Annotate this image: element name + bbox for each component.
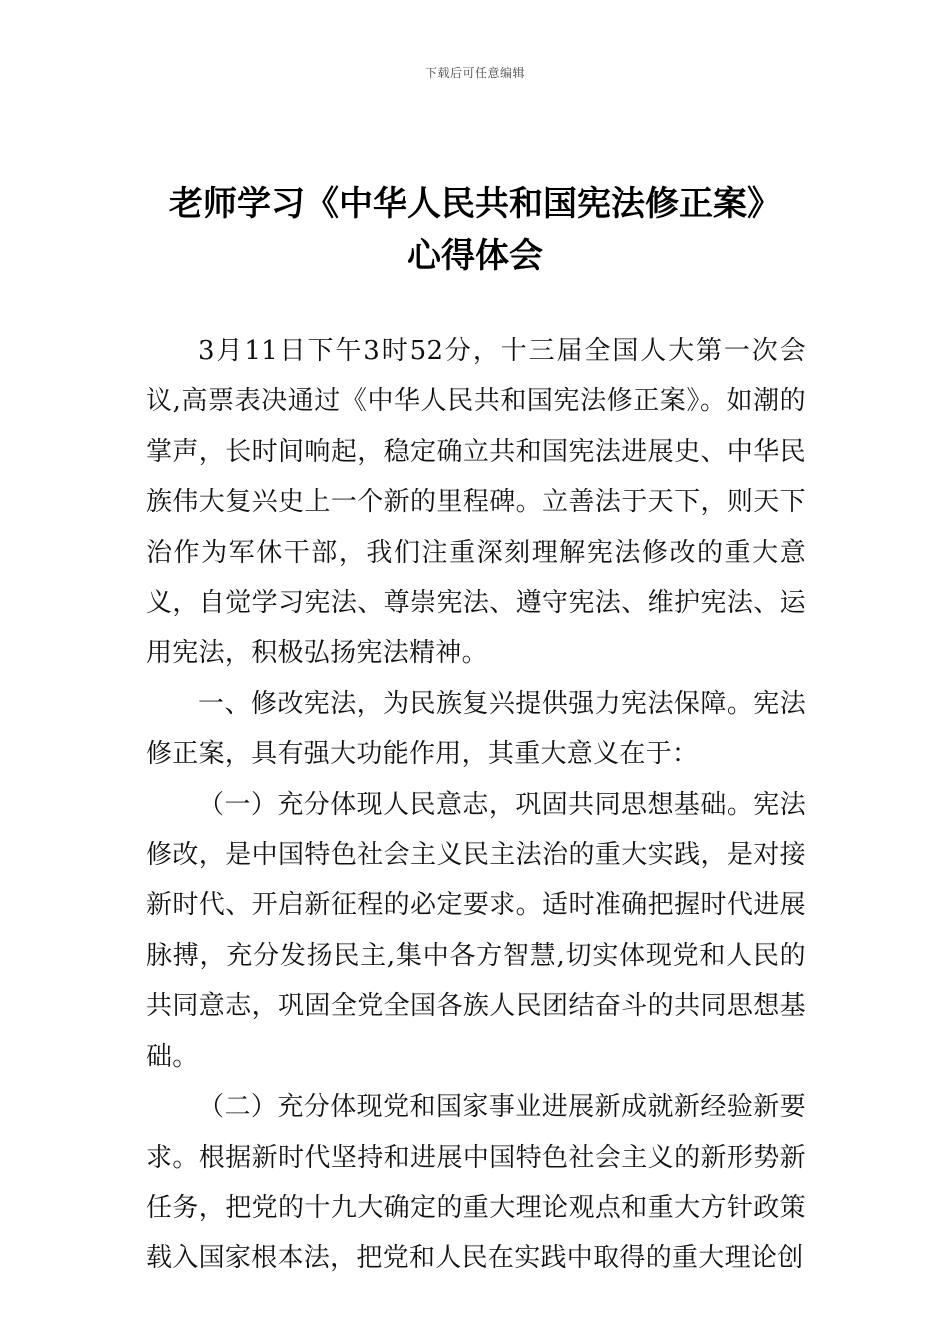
title-line-1: 老师学习《中华人民共和国宪法修正案》 (169, 184, 781, 224)
paragraph-section-1: 一、修改宪法，为民族复兴提供强力宪法保障。宪法修正案，具有强大功能作用，其重大意义在于： (146, 688, 806, 770)
document-title (110, 178, 840, 282)
page-header-note: 下载后可任意编辑 (424, 66, 525, 80)
paragraph-subsection-1: （一）充分体现人民意志，巩固共同思想基础。宪法修改，是中国特色社会主义民主法治的重大实践，是对接新时代、开启新征程的必定要求。适时准确把握时代进展脉搏，充分发扬民主,集中各方智慧,切实体现党和人民的共同意志，巩固全党全国各族人民团结奋斗的共同思想基础。 (146, 789, 806, 1072)
document-body (146, 326, 806, 1284)
paragraph-subsection-2: （二）充分体现党和国家事业进展新成就新经验新要求。根据新时代坚持和进展中国特色社会主义的新形势新任务，把党的十九大确定的重大理论观点和重大方针政策载入国家根本法，把党和人民在实践中取得的重大理论创 (146, 1092, 806, 1274)
paragraph-intro: 3月11日下午3时52分，十三届全国人大第一次会议,高票表决通过《中华人民共和国宪法修正案》。如潮的掌声，长时间响起，稳定确立共和国宪法进展史、中华民族伟大复兴史上一个新的里程碑。立善法于天下，则天下治作为军休干部，我们注重深刻理解宪法修改的重大意义，自觉学习宪法、尊崇宪法、遵守宪法、维护宪法、运用宪法，积极弘扬宪法精神。 (146, 336, 806, 669)
title-line-2: 心得体会 (407, 236, 543, 276)
